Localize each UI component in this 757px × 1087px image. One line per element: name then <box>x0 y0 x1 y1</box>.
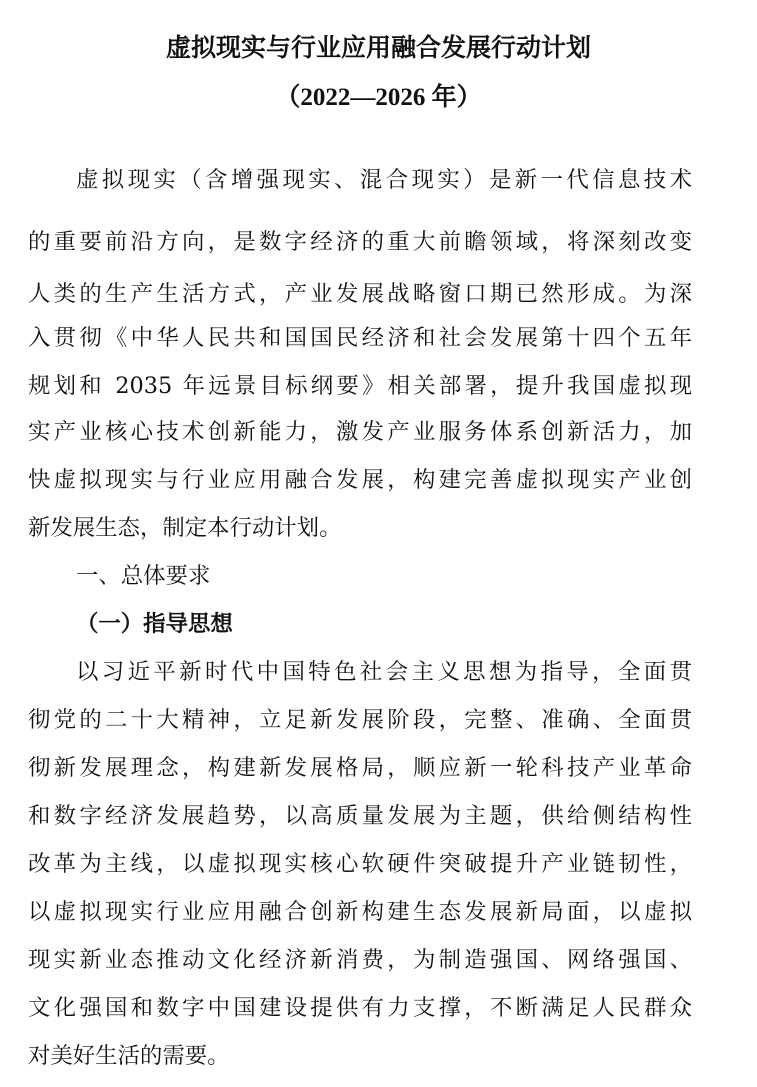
subsection-heading: （一）指导思想 <box>76 611 233 637</box>
guiding-line: 文化强国和数字中国建设提供有力支撑，不断满足人民群众 <box>28 995 692 1021</box>
intro-line: 入贯彻《中华人民共和国国民经济和社会发展第十四个五年 <box>28 325 692 351</box>
guiding-line: 以虚拟现实行业应用融合创新构建生态发展新局面，以虚拟 <box>28 899 692 925</box>
intro-line: 新发展生态，制定本行动计划。 <box>28 515 342 541</box>
intro-line: 人类的生产生活方式，产业发展战略窗口期已然形成。为深 <box>28 281 692 307</box>
intro-line: 实产业核心技术创新能力，激发产业服务体系创新活力，加 <box>28 419 692 445</box>
document-title: 虚拟现实与行业应用融合发展行动计划 <box>165 33 591 62</box>
guiding-line: 对美好生活的需要。 <box>28 1043 230 1069</box>
intro-line: 快虚拟现实与行业应用融合发展，构建完善虚拟现实产业创 <box>28 467 692 493</box>
guiding-line: 彻新发展理念，构建新发展格局，顺应新一轮科技产业革命 <box>28 755 692 781</box>
guiding-line: 以习近平新时代中国特色社会主义思想为指导，全面贯 <box>76 659 692 685</box>
intro-line: 的重要前沿方向，是数字经济的重大前瞻领域，将深刻改变 <box>28 229 692 255</box>
guiding-line: 彻党的二十大精神，立足新发展阶段，完整、准确、全面贯 <box>28 707 692 733</box>
guiding-line: 现实新业态推动文化经济新消费，为制造强国、网络强国、 <box>28 947 692 973</box>
intro-line: 虚拟现实（含增强现实、混合现实）是新一代信息技术 <box>76 167 692 193</box>
guiding-line: 改革为主线，以虚拟现实核心软硬件突破提升产业链韧性， <box>28 851 692 877</box>
intro-line: 规划和 2035 年远景目标纲要》相关部署，提升我国虚拟现 <box>28 373 692 399</box>
section-heading: 一、总体要求 <box>76 563 211 589</box>
document-subtitle: （2022—2026 年） <box>275 84 482 111</box>
guiding-line: 和数字经济发展趋势，以高质量发展为主题，供给侧结构性 <box>28 803 692 829</box>
